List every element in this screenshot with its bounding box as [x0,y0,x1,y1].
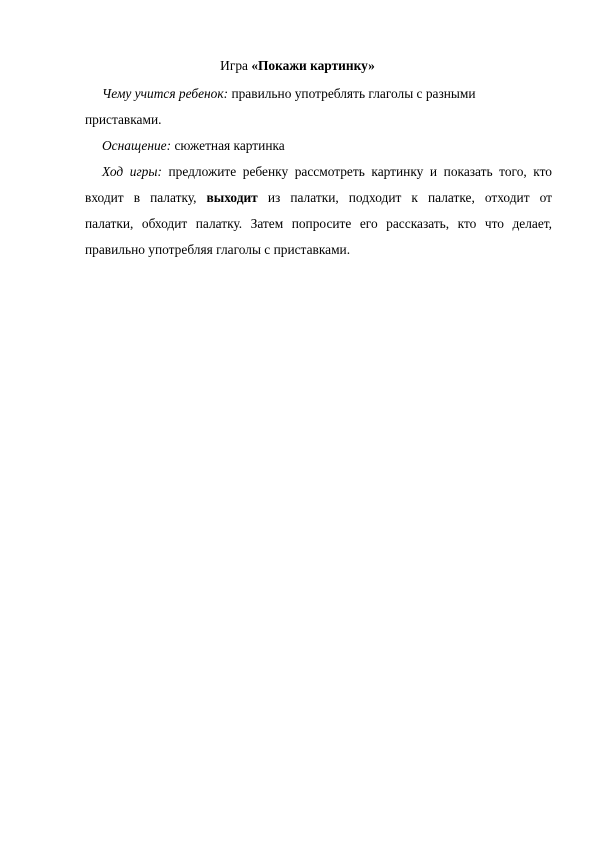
learns-text: правильно употреблять глаголы с разными приставками. [85,86,476,127]
procedure-line-2-a: входит в палатку, [85,190,207,205]
procedure-bold-verb: выходит [206,190,258,205]
procedure-line-1-text: предложите ребенку рассмотреть картинку и показать того, кто [161,164,553,179]
procedure-line-2 [85,185,552,211]
game-procedure-paragraph [85,159,552,263]
game-title [0,57,595,75]
procedure-line-4: правильно употребляя глаголы с приставками. [85,242,351,257]
learns-paragraph [85,81,505,133]
procedure-line-3: палатки, обходит палатку. Затем попросите его рассказать, кто что делает, [85,216,552,231]
equipment-label: Оснащение: [102,138,172,153]
learns-label: Чему учится ребенок: [102,86,229,101]
game-label: Ход игры: [102,164,162,179]
equipment-text: сюжетная картинка [171,138,285,153]
procedure-line-1 [85,159,552,185]
title-prefix: Игра [220,58,252,73]
equipment-paragraph [85,133,552,159]
procedure-line-2-b: из палатки, подходит к палатке, отходит от [257,190,552,205]
title-game-name: «Покажи картинку» [251,58,375,73]
